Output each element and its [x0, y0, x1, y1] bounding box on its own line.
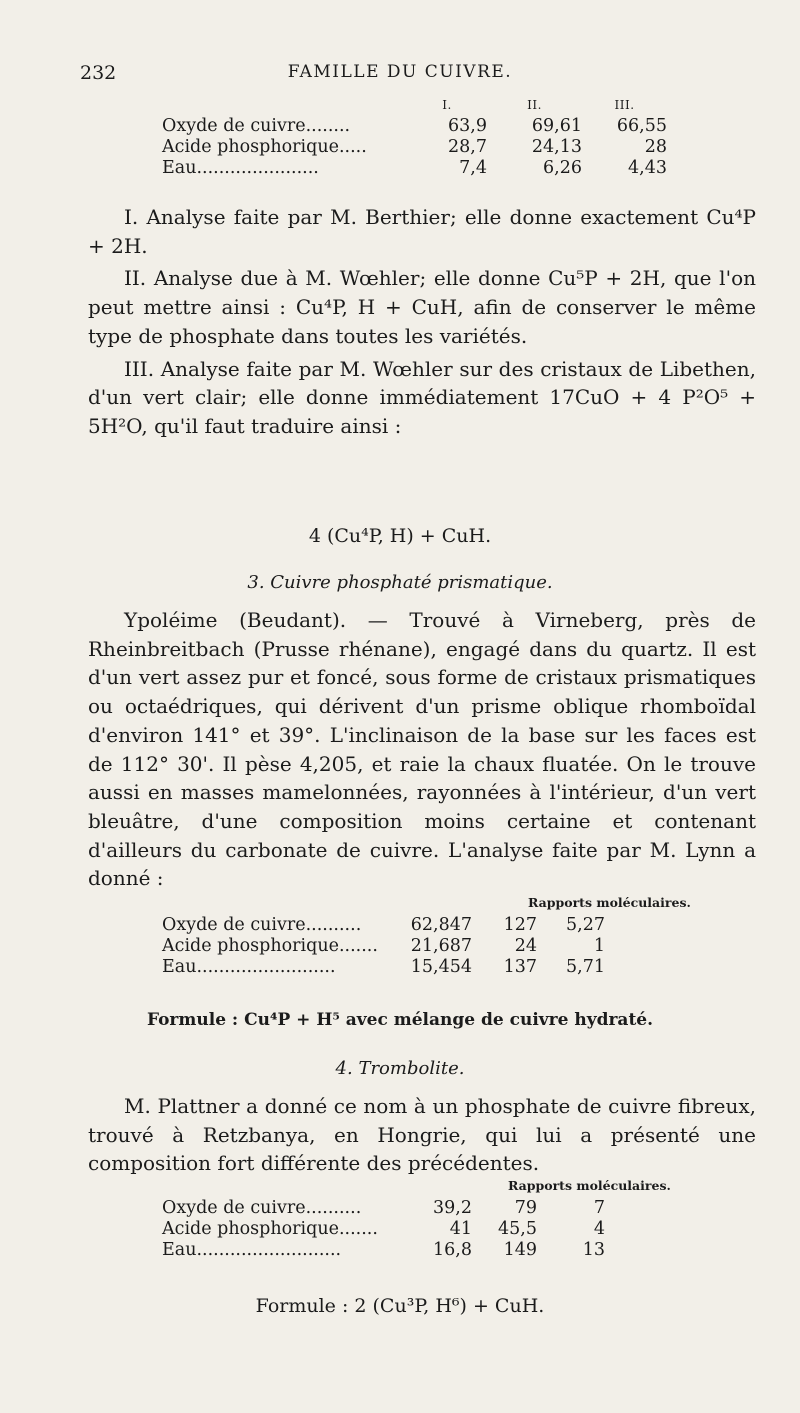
- cell-value: 13: [582, 1239, 605, 1260]
- cell-value: 127: [503, 914, 537, 935]
- cell-value: 5,27: [566, 914, 605, 935]
- cell-value: 41: [449, 1218, 472, 1239]
- table-row: [162, 1197, 605, 1218]
- cell-value: 63,9: [448, 115, 487, 136]
- cell-value: 149: [503, 1239, 537, 1260]
- cell-value: 16,8: [433, 1239, 472, 1260]
- row-label: Eau..........................: [162, 1239, 342, 1260]
- cell-value: 24,13: [531, 136, 582, 157]
- analysis-note-1: I. Analyse faite par M. Berthier; elle donne exactement Cu⁴P + 2H.: [88, 205, 756, 258]
- ypoleime-paragraph: [88, 606, 756, 893]
- cell-value: 15,454: [410, 956, 472, 977]
- table-row: [162, 935, 605, 956]
- ypoleime-text: Ypoléime (Beudant). — Trouvé à Virneberg, près de Rheinbreitbach (Prusse rhénane), engagé dans du quartz. Il est d'un vert assez pur et foncé, sous forme de cristaux prismatiques ou octaédriques, qui dérivent d'un prisme oblique rhomboïdal d'environ 141° et 39°. L'inclinaison de la base sur les faces est de 112° 30'. Il pèse 4,205, et raie la chaux fluatée. On le trouve aussi en masses mamelonnées, rayonnées à l'intérieur, d'un vert bleuâtre, d'une composition moins certaine et contenant d'ailleurs du carbonate de cuivre. L'analyse faite par M. Lynn a donné :: [88, 608, 756, 891]
- row-label: Oxyde de cuivre..........: [162, 914, 362, 935]
- column-header: I.: [442, 97, 452, 112]
- table-header-row: [162, 94, 667, 115]
- cell-value: 6,26: [543, 157, 582, 178]
- cell-value: 39,2: [433, 1197, 472, 1218]
- cell-value: 21,687: [410, 935, 472, 956]
- row-label: Acide phosphorique.......: [162, 1218, 378, 1239]
- cell-value: 79: [514, 1197, 537, 1218]
- table-row: [162, 1239, 605, 1260]
- analysis-note-2: II. Analyse due à M. Wœhler; elle donne Cu⁵P + 2H, que l'on peut mettre ainsi : Cu⁴P, H + CuH, afin de conserver le même type de phosphate dans toutes les variétés.: [88, 266, 756, 348]
- section-heading-4: 4. Trombolite.: [335, 1058, 465, 1079]
- rapports-header: Rapports moléculaires.: [528, 895, 691, 910]
- formula-trombolite: Formule : 2 (Cu³P, H⁶) + CuH.: [255, 1295, 545, 1317]
- composition-table-1: [162, 94, 667, 178]
- cell-value: 1: [593, 935, 605, 956]
- table-row: [162, 157, 667, 178]
- formula-libethen: 4 (Cu⁴P, H) + CuH.: [308, 525, 492, 547]
- cell-value: 7,4: [459, 157, 487, 178]
- cell-value: 5,71: [566, 956, 605, 977]
- analysis-notes: [88, 203, 756, 441]
- cell-value: 4,43: [628, 157, 667, 178]
- page-number: 232: [80, 62, 117, 84]
- cell-value: 66,55: [616, 115, 667, 136]
- formula-ypoleime: Formule : Cu⁴P + H⁵ avec mélange de cuivre hydraté.: [146, 1010, 654, 1030]
- trombolite-paragraph: [88, 1092, 756, 1178]
- row-label: Oxyde de cuivre..........: [162, 1197, 362, 1218]
- section-heading-3: 3. Cuivre phosphaté prismatique.: [247, 572, 553, 593]
- cell-value: 4: [593, 1218, 605, 1239]
- trombolite-text: M. Plattner a donné ce nom à un phosphate de cuivre fibreux, trouvé à Retzbanya, en Hongrie, qui lui a présenté une composition fort différente des précédentes.: [88, 1094, 756, 1176]
- column-header: II.: [527, 97, 542, 112]
- row-label: Eau......................: [162, 157, 319, 178]
- table-row: [162, 1218, 605, 1239]
- table-row: [162, 136, 667, 157]
- table-row: [162, 956, 605, 977]
- running-title: FAMILLE DU CUIVRE.: [287, 62, 513, 82]
- cell-value: 45,5: [498, 1218, 537, 1239]
- cell-value: 7: [593, 1197, 605, 1218]
- cell-value: 69,61: [531, 115, 582, 136]
- composition-table-2: [162, 914, 605, 977]
- cell-value: 28: [644, 136, 667, 157]
- row-label: Acide phosphorique.......: [162, 935, 378, 956]
- row-label: Eau.........................: [162, 956, 336, 977]
- composition-table-3: [162, 1197, 605, 1260]
- row-label: Oxyde de cuivre........: [162, 115, 351, 136]
- table-row: [162, 914, 605, 935]
- running-header: [0, 62, 800, 92]
- cell-value: 24: [514, 935, 537, 956]
- rapports-header: Rapports moléculaires.: [508, 1178, 671, 1193]
- row-label: Acide phosphorique.....: [162, 136, 367, 157]
- cell-value: 28,7: [448, 136, 487, 157]
- cell-value: 137: [503, 956, 537, 977]
- column-header: III.: [614, 97, 635, 112]
- cell-value: 62,847: [410, 914, 472, 935]
- analysis-note-3: III. Analyse faite par M. Wœhler sur des cristaux de Libethen, d'un vert clair; elle donne immédiatement 17CuO + 4 P²O⁵ + 5H²O, qu'il faut traduire ainsi :: [88, 356, 756, 438]
- table-row: [162, 115, 667, 136]
